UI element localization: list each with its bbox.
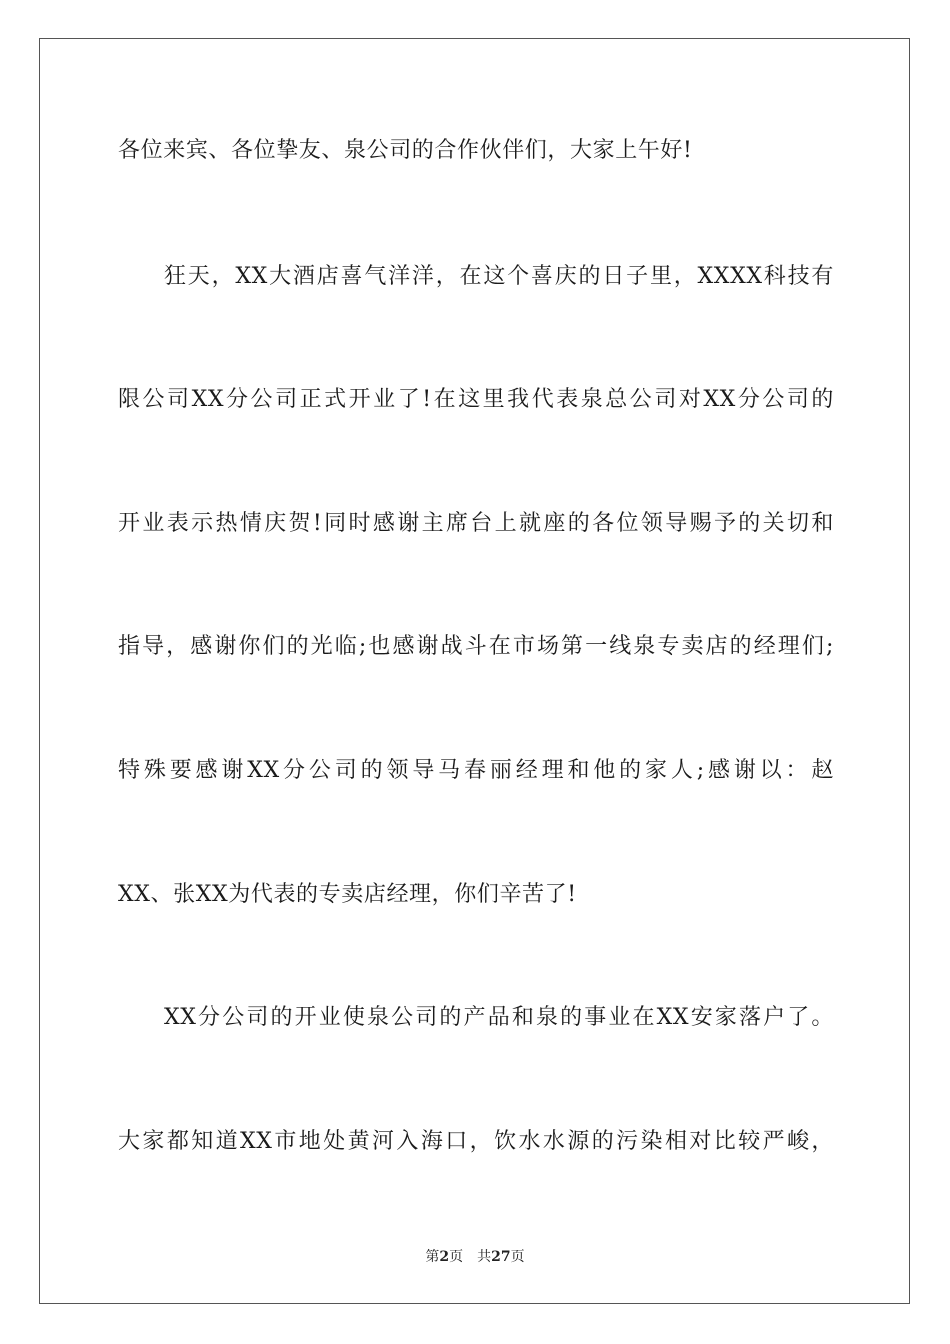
paragraph-line-4: 开业表示热情庆贺!同时感谢主席台上就座的各位领导赐予的关切和 [118,511,834,536]
page-unit: 页 [449,1249,464,1265]
paragraph-line-7: XX、张XX为代表的专卖店经理，你们辛苦了! [118,882,577,907]
paragraph-line-6: 特殊要感谢XX分公司的领导马春丽经理和他的家人;感谢以：赵 [118,758,834,783]
page-footer [0,1248,950,1266]
paragraph-line-1: 各位来宾、各位挚友、泉公司的合作伙伴们，大家上午好! [118,138,693,163]
total-prefix: 共 [477,1249,492,1265]
paragraph-line-5: 指导，感谢你们的光临;也感谢战斗在市场第一线泉专卖店的经理们; [118,634,834,659]
page-total-number: 27 [491,1249,511,1265]
total-unit: 页 [510,1249,525,1265]
page-border [39,38,910,1304]
paragraph-line-2: 狂天，XX大酒店喜气洋洋，在这个喜庆的日子里，XXXX科技有 [164,264,834,289]
page-current-number: 2 [439,1249,450,1265]
paragraph-line-9: 大家都知道XX市地处黄河入海口，饮水水源的污染相对比较严峻， [118,1129,834,1154]
page-prefix: 第 [425,1249,440,1265]
paragraph-line-8: XX分公司的开业使泉公司的产品和泉的事业在XX安家落户了。 [164,1005,834,1030]
paragraph-line-3: 限公司XX分公司正式开业了!在这里我代表泉总公司对XX分公司的 [118,387,834,412]
